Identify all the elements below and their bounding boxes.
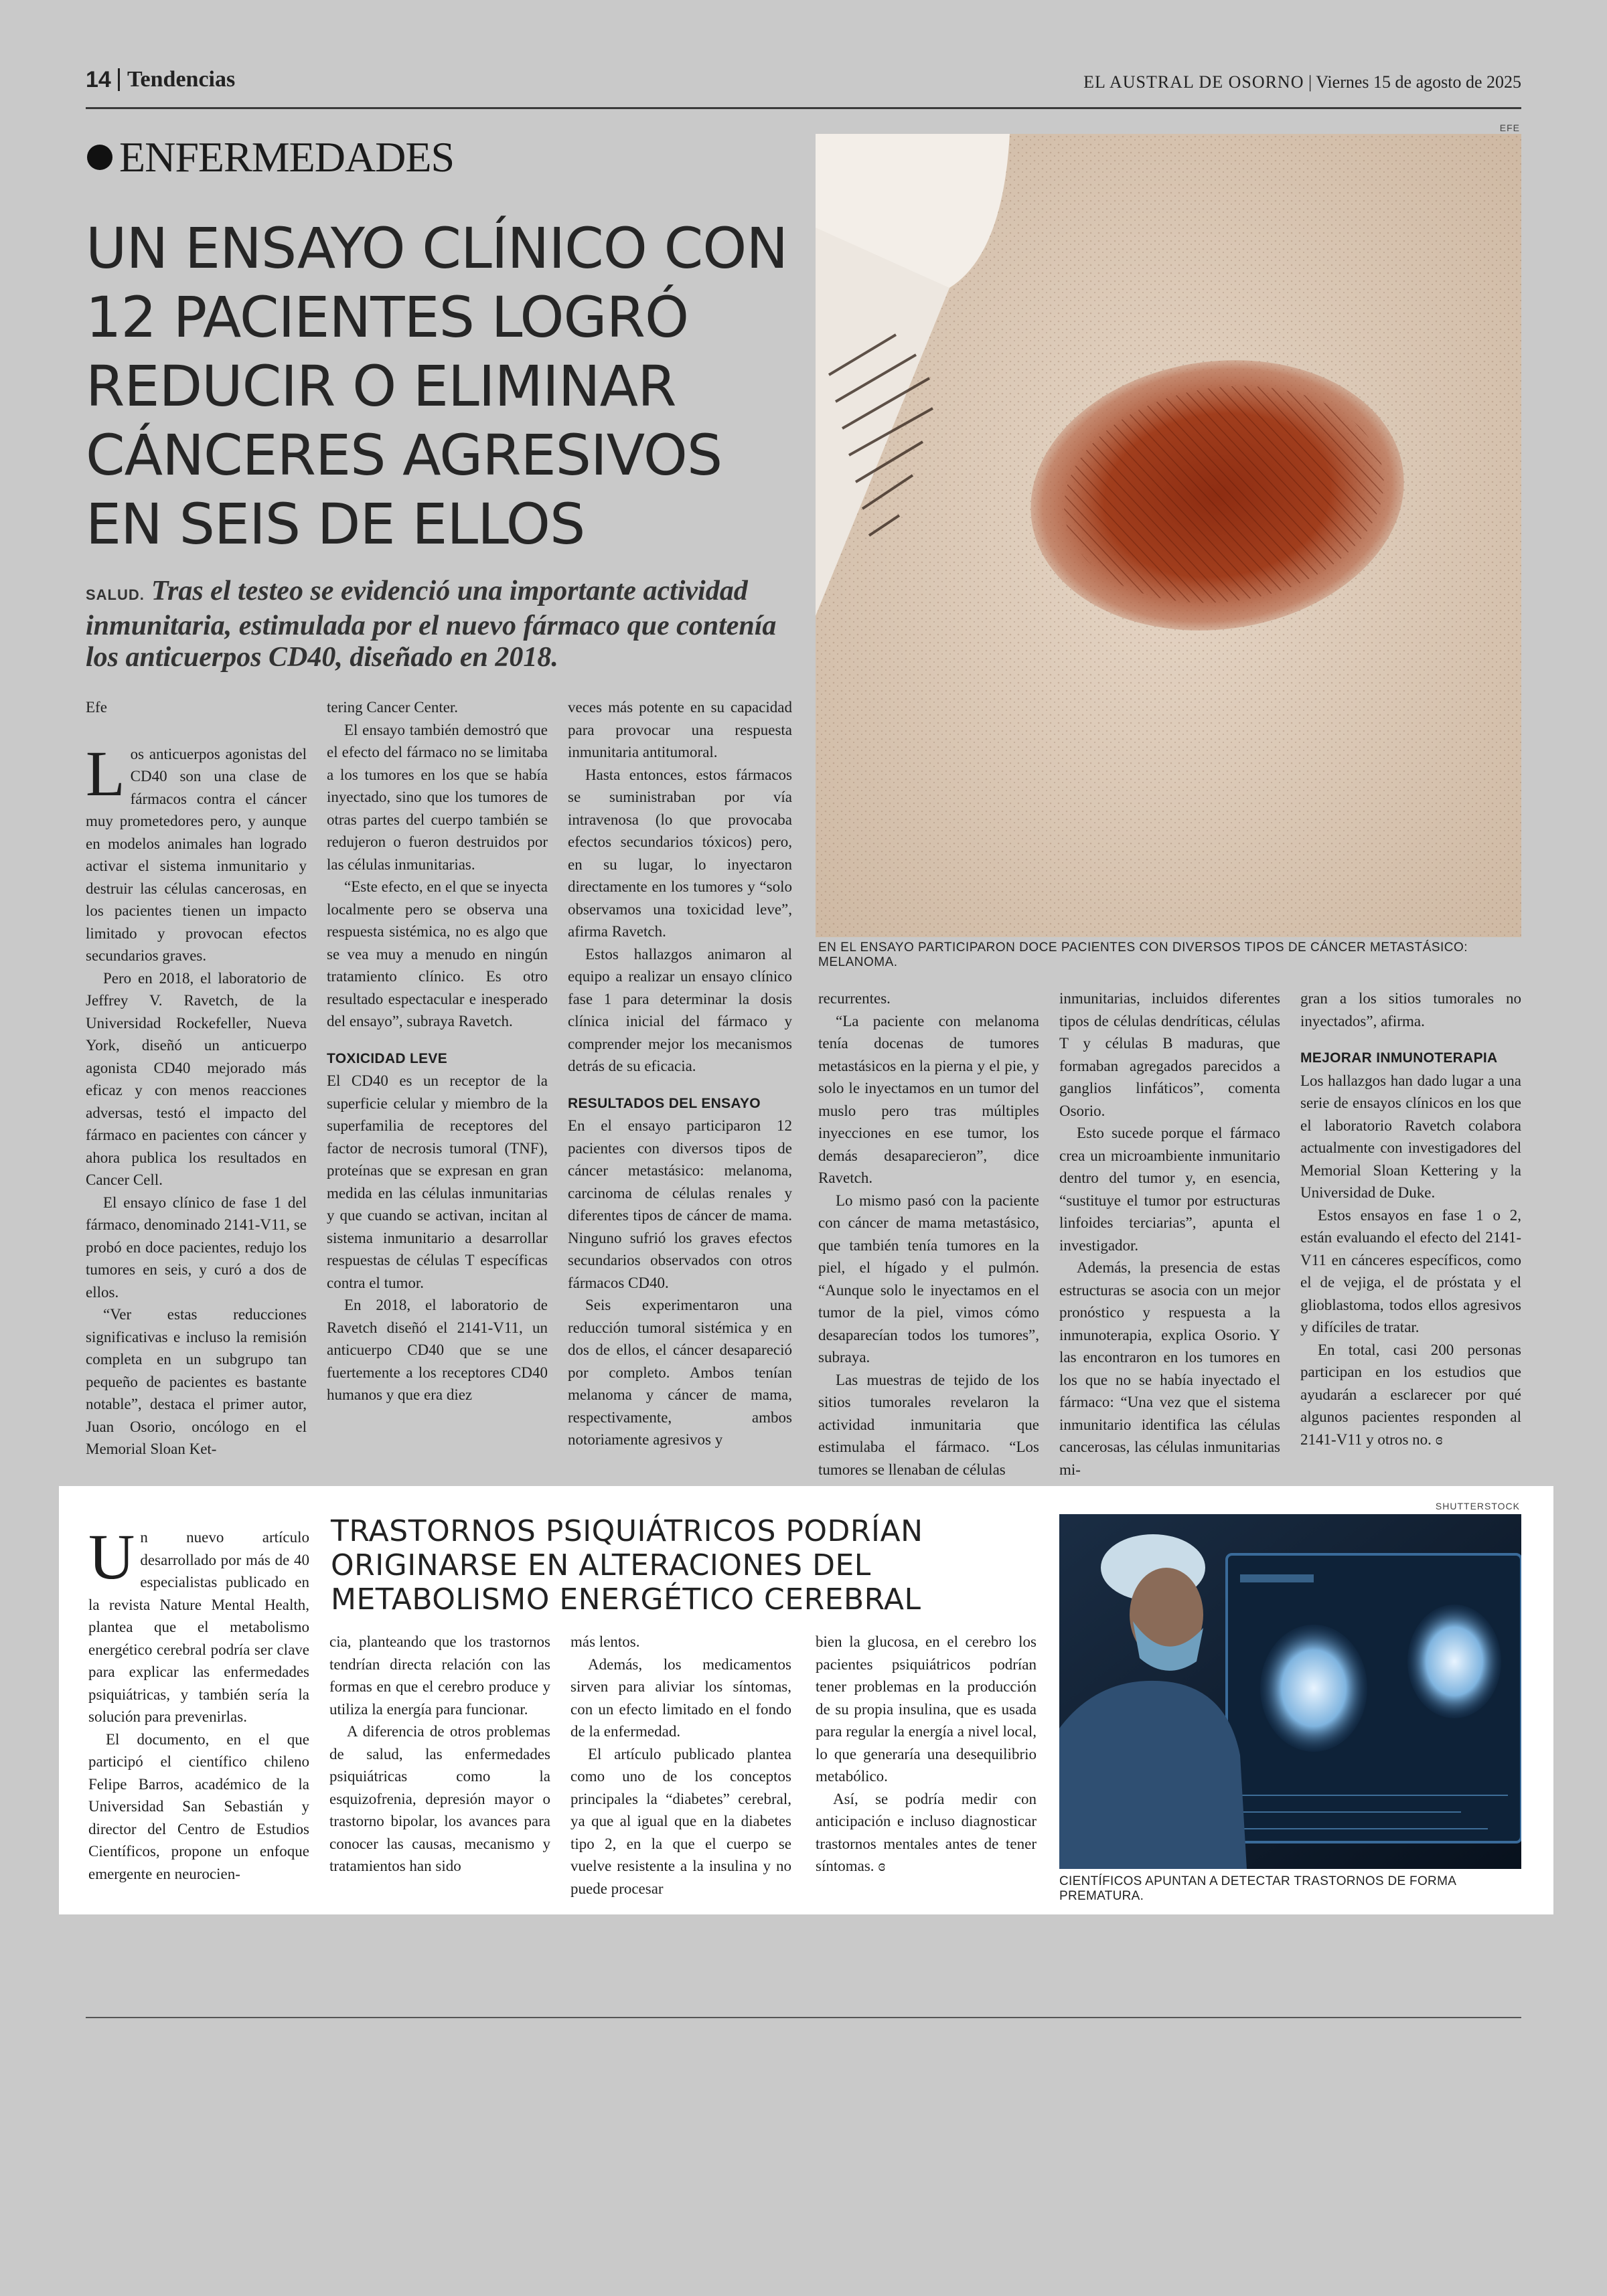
paragraph: Estos hallazgos animaron al equipo a realizar un ensayo clínico fase 1 para determinar la dosis clínica inicial del fármaco y comprender mejor los mecanismos detrás de su eficacia. [568,945,792,1074]
paragraph: Los hallazgos han dado lugar a una serie de ensayos clínicos en los que el laboratorio Ravetch colabora actualmente con investigadores del Memorial Sloan Kettering y la Universidad de Duke. [1300,1072,1521,1201]
deck-text: Tras el testeo se evidenció una importante actividad inmunitaria, estimulada por el nuevo fármaco que contenía los anticuerpos CD40, diseñado en 2018. [86,576,777,673]
page-number: 14 [86,67,111,92]
publication-name: EL AUSTRAL DE OSORNO [1083,72,1304,92]
skin-lesion-image [816,134,1521,937]
paragraph: En el ensayo participaron 12 pacientes con diversos tipos de cáncer metastásico: melanoma, carcinoma de células renales y diferentes tipos de cáncer de mama. Ninguno sufrió los graves efectos secundarios observados con otros fármacos CD40. [568,1117,792,1291]
paragraph: recurrentes. [818,990,891,1007]
paragraph [1300,1339,1521,1452]
byline: Efe [86,699,107,716]
paragraph: cia, planteando que los trastornos tendrían directa relación con las formas en que el cerebro produce y utiliza la energía para funcionar. [329,1633,550,1718]
article-deck [86,576,795,673]
kicker [87,133,454,182]
paragraph: Estos ensayos en fase 1 o 2, están evaluando el efecto del 2141-V11 en cánceres específicos, como el de vejiga, el de próstata y el glioblastoma, todos ellos agresivos y difíciles de tratar. [1300,1206,1521,1335]
box-photo-credit: SHUTTERSTOCK [1435,1501,1520,1511]
paragraph: Pero en 2018, el laboratorio de Jeffrey V. Ravetch, de la Universidad Rockefeller, Nueva York, diseñó un anticuerpo agonista CD40 mejorado más eficaz y con menos reacciones adversas, testó el impacto del fármaco en pacientes con cáncer y ahora publica los resultados en Cancer Cell. [86,969,307,1188]
article-column-2 [327,696,548,1406]
article-column-4 [818,987,1039,1481]
paragraph: Además, los medicamentos sirven para aliviar los síntomas, con un efecto limitado en el fondo de la enfermedad. [570,1655,791,1740]
paragraph: Hasta entonces, estos fármacos se suministraban por vía intravenosa (lo que provocaba efectos secundarios tóxicos) pero, en su lugar, lo inyectaron directamente en los tumores y “solo observamos una toxicidad leve”, afirma Ravetch. [568,766,792,940]
dropcap: L [86,737,125,809]
article-column-1 [86,696,307,1461]
box-end-mark-icon: ɞ [878,1858,886,1875]
header-divider [118,68,120,91]
paragraph: Seis experimentaron una reducción tumoral sistémica y en dos de ellos, el cáncer desapareció por completo. Ambos tenían melanoma y cáncer de mama, respectivamente, ambos notoriamente agresivos y [568,1297,792,1448]
box-column-1 [88,1521,309,1885]
subhead-mejorar: MEJORAR INMUNOTERAPIA [1300,1050,1498,1066]
bullet-icon [87,145,112,170]
photo-caption: EN EL ENSAYO PARTICIPARON DOCE PACIENTES CON DIVERSOS TIPOS DE CÁNCER METASTÁSICO: MELANOMA. [818,940,1468,969]
paragraph: tering Cancer Center. [327,699,459,716]
melanoma-photo [816,134,1521,937]
publication-line: EL AUSTRAL DE OSORNO | Viernes 15 de agosto de 2025 [1083,72,1521,92]
paragraph: El artículo publicado plantea como uno de los conceptos principales la “diabetes” cerebral, ya que al igual que en la diabetes tipo 2, en la que el cuerpo se vuelve resistente a la insulina y no puede procesar [570,1745,791,1897]
paragraph: El documento, en el que participó el científico chileno Felipe Barros, académico de la Universidad San Sebastián y director del Centro de Estudios Científicos, propone un enfoque emergente en neurocien- [88,1730,309,1882]
paragraph: El ensayo también demostró que el efecto del fármaco no se limitaba a los tumores en los que se había inyectado, sino que los tumores de otras partes del cuerpo también se redujeron o fueron destruidos por las células inmunitarias. [327,721,548,873]
article-column-5 [1059,987,1280,1481]
subhead-resultados: RESULTADOS DEL ENSAYO [568,1095,761,1111]
paragraph: Esto sucede porque el fármaco crea un microambiente inmunitario dentro del tumor y, en esencia, “sustituye el tumor por estructuras linfoides terciarias”, apunta el investigador. [1059,1125,1280,1254]
paragraph: “La paciente con melanoma tenía docenas de tumores metastásicos en la pierna y el pie, y solo le inyectamos en un tumor del muslo pero tras múltiples inyecciones en ese tumor, los demás desaparecieron”, dice Ravetch. [818,1012,1039,1186]
paragraph-text: En total, casi 200 personas participan en los estudios que ayudarán a esclarecer por qué algunos pacientes responden al 2141-V11 y otros no. [1300,1341,1521,1448]
paragraph: Además, la presencia de estas estructuras se asocia con un mejor pronóstico y respuesta a la inmunoterapia, explica Osorio. Y las encontraron en los tumores en los que no se había inyectado el fármaco: “Una vez que el sistema inmunitario identifica las células cancerosas, las células inmunitarias mi- [1059,1259,1280,1478]
paragraph: gran a los sitios tumorales no inyectados”, afirma. [1300,990,1521,1030]
paragraph: os anticuerpos agonistas del CD40 son una clase de fármacos contra el cáncer muy prometedores pero, y aunque en modelos animales han logrado activar el sistema inmunitario y destruir las células cancerosas, en los pacientes tienen un impacto limitado y provocan efectos secundarios graves. [86,745,307,964]
section-name: Tendencias [127,67,236,92]
kicker-label: ENFERMEDADES [119,133,455,181]
paragraph: “Ver estas reducciones significativas e incluso la remisión completa en un subgrupo tan pequeño de pacientes es bastante notable”, destaca el primer autor, Juan Osorio, oncólogo en el Memorial Sloan Ket- [86,1306,307,1457]
article-column-3 [568,696,792,1451]
paragraph: n nuevo artículo desarrollado por más de 40 especialistas publicado en la revista Nature Mental Health, plantea que el metabolismo energético cerebral podría ser clave para explicar las enfermedades psiquiátricas, y también sería la solución para prevenirlas. [88,1529,309,1725]
paragraph: El CD40 es un receptor de la superficie celular y miembro de la superfamilia de receptores del factor de necrosis tumoral (TNF), proteínas que se expresan en gran medida en las células inmunitarias y que cuando se activan, incitan al sistema inmunitario a desarrollar respuestas de células T específicas contra el tumor. [327,1072,548,1291]
paragraph: bien la glucosa, en el cerebro los pacientes psiquiátricos podrían tener problemas en la producción de su propia insulina, que es usada para regular la energía a nivel local, lo que generaría una desequilibrio metabólico. [816,1633,1037,1785]
scientist-photo [1059,1514,1521,1869]
paragraph: más lentos. [570,1633,640,1650]
scientist-monitor-image [1059,1514,1521,1869]
end-mark-icon: ɞ [1435,1430,1443,1449]
box-column-3 [570,1631,791,1900]
header-rule [86,107,1521,109]
paragraph: “Este efecto, en el que se inyecta localmente pero se observa una respuesta sistémica, no es algo que se vea muy a menudo en ningún tratamiento clínico. Es otro resultado espectacular e inesperado del ensayo”, subraya Ravetch. [327,878,548,1030]
publication-date: Viernes 15 de agosto de 2025 [1316,72,1521,92]
box-column-4 [816,1631,1037,1878]
subhead-toxicidad: TOXICIDAD LEVE [327,1050,448,1066]
box-dropcap: U [88,1521,135,1592]
deck-tag: SALUD. [86,586,145,603]
paragraph: inmunitarias, incluidos diferentes tipos de células dendríticas, células T y células B maduras, que formaban agregados parecidos a ganglios linfáticos”, comenta Osorio. [1059,990,1280,1119]
paragraph: veces más potente en su capacidad para provocar una respuesta inmunitaria antitumoral. [568,699,792,760]
paragraph [816,1788,1037,1878]
article-headline: UN ENSAYO CLÍNICO CON 12 PACIENTES LOGRÓ REDUCIR O ELIMINAR CÁNCERES AGRESIVOS EN SEIS DE ELLOS [86,216,788,557]
article-column-6 [1300,987,1521,1451]
paragraph: Las muestras de tejido de los sitios tumorales revelaron la actividad inmunitaria que estimulaba el fármaco. “Los tumores se llenaban de células [818,1371,1039,1478]
paragraph: El ensayo clínico de fase 1 del fármaco, denominado 2141-V11, se probó en doce pacientes, redujo los tumores en seis, y curó a dos de ellos. [86,1194,307,1301]
paragraph-text: Así, se podría medir con anticipación e incluso diagnosticar trastornos mentales antes de tener síntomas. [816,1790,1037,1874]
box-column-2 [329,1631,550,1878]
paragraph: A diferencia de otros problemas de salud, las enfermedades psiquiátricas como la esquizofrenia, depresión mayor o trastorno bipolar, los avances para conocer las causas, mecanismo y tratamientos han sido [329,1723,550,1874]
box-headline: TRASTORNOS PSIQUIÁTRICOS PODRÍAN ORIGINARSE EN ALTERACIONES DEL METABOLISMO ENERGÉTICO CEREBRAL [331,1514,923,1617]
photo-credit: EFE [1499,122,1520,133]
paragraph: Lo mismo pasó con la paciente con cáncer de mama metastásico, que también tenía tumores en la piel, el hígado y el pulmón. “Aunque solo le inyectamos en el tumor de la piel, vimos cómo desaparecían todos los tumores”, subraya. [818,1192,1039,1366]
bottom-rule [86,2017,1521,2018]
box-photo-caption: CIENTÍFICOS APUNTAN A DETECTAR TRASTORNOS DE FORMA PREMATURA. [1059,1874,1456,1903]
paragraph: En 2018, el laboratorio de Ravetch diseñó el 2141-V11, un anticuerpo CD40 que se une fuertemente a los receptores CD40 humanos y que era diez [327,1297,548,1403]
